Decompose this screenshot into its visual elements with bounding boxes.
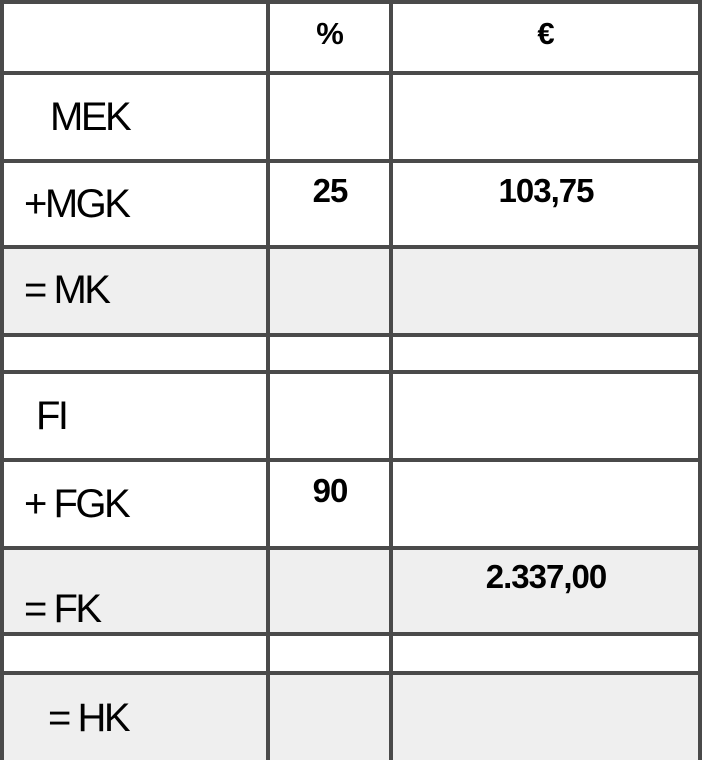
row-fk-label[interactable]: = FK <box>24 587 100 631</box>
spacer-row-2-percent[interactable] <box>270 636 390 670</box>
grid-line-h1 <box>0 71 702 75</box>
grid-line-h8 <box>0 632 702 636</box>
grid-line-h2 <box>0 159 702 163</box>
grid-line-top <box>0 0 702 4</box>
grid-line-v1 <box>266 0 270 760</box>
row-fgk-label[interactable]: + FGK <box>24 481 129 526</box>
row-mek-label[interactable]: MEK <box>50 94 130 139</box>
header-cell-label[interactable] <box>2 2 268 72</box>
row-fi-euro[interactable] <box>392 374 700 458</box>
grid-line-v2 <box>389 0 393 760</box>
grid-line-h7 <box>0 546 702 550</box>
row-mgk-percent[interactable]: 25 <box>312 172 348 209</box>
spacer-row-2-label[interactable] <box>0 636 268 670</box>
grid-line-h3 <box>0 245 702 249</box>
row-hk-euro[interactable] <box>392 676 700 760</box>
row-mgk-euro[interactable]: 103,75 <box>498 172 594 209</box>
grid-line-left <box>0 0 4 760</box>
row-mek-euro[interactable] <box>392 74 700 160</box>
grid-line-h9 <box>0 671 702 675</box>
spacer-row-1-label[interactable] <box>0 338 268 370</box>
row-mk-label[interactable]: = MK <box>24 267 109 312</box>
row-mgk-label[interactable]: +MGK <box>24 181 129 226</box>
row-fk-percent[interactable] <box>270 550 390 632</box>
header-cell-euro[interactable]: € <box>537 16 555 51</box>
header-cell-percent[interactable]: % <box>316 16 344 51</box>
grid-line-h5 <box>0 370 702 374</box>
row-mk-euro[interactable] <box>392 248 700 332</box>
row-hk-percent[interactable] <box>270 676 390 760</box>
row-fk-euro[interactable]: 2.337,00 <box>485 558 607 595</box>
row-mk-percent[interactable] <box>270 248 390 332</box>
row-mek-percent[interactable] <box>270 74 390 160</box>
grid-line-right <box>698 0 702 760</box>
row-hk-label[interactable]: = HK <box>48 695 129 740</box>
spacer-row-1-percent[interactable] <box>270 338 390 370</box>
grid-line-h4 <box>0 333 702 337</box>
row-fgk-percent[interactable]: 90 <box>312 472 348 509</box>
row-fgk-euro[interactable] <box>392 462 700 546</box>
row-fi-percent[interactable] <box>270 374 390 458</box>
row-fi-label[interactable]: FI <box>36 393 67 438</box>
grid-line-h6 <box>0 458 702 462</box>
spacer-row-2-euro[interactable] <box>392 636 700 670</box>
spacer-row-1-euro[interactable] <box>392 338 700 370</box>
